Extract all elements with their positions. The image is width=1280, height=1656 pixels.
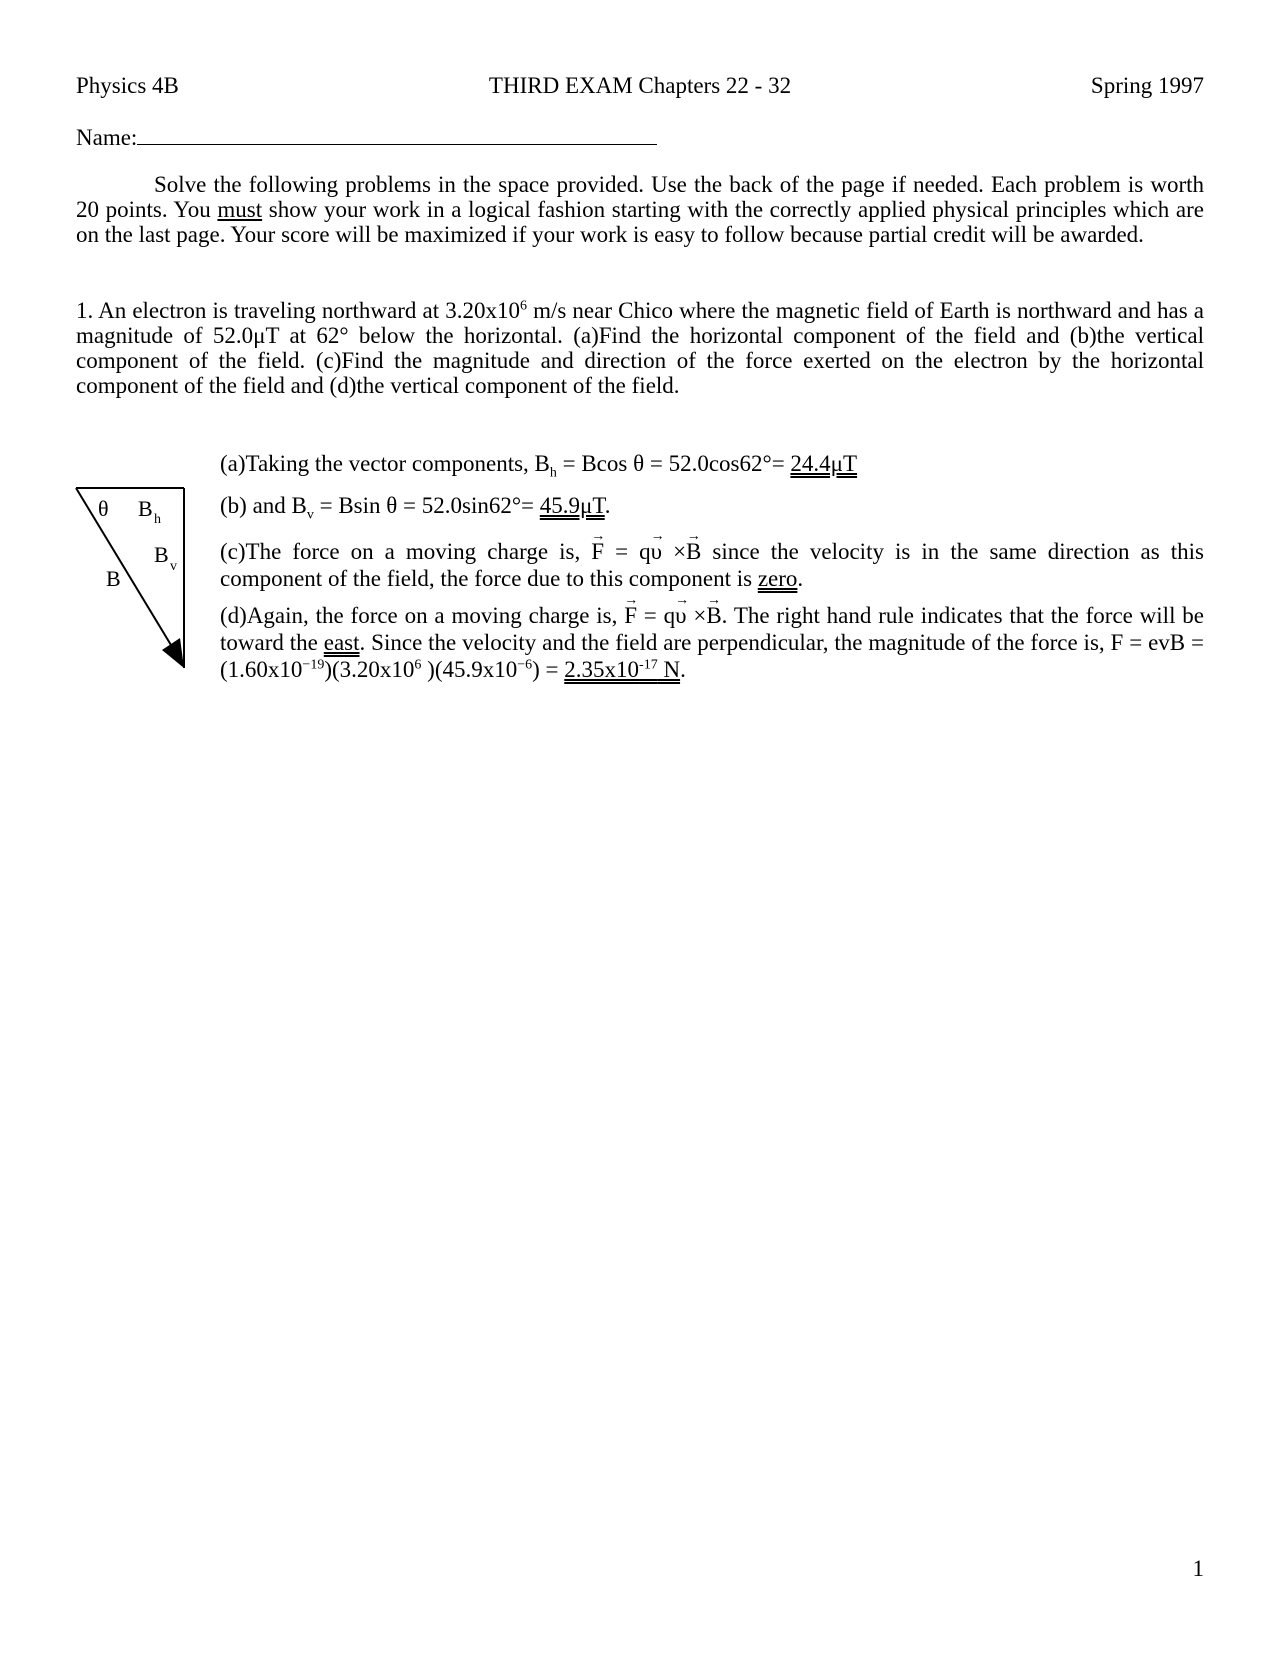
bh-label: B xyxy=(138,496,153,521)
force-vector: → F xyxy=(624,602,637,629)
page-number: 1 xyxy=(1192,1556,1204,1581)
theta-label: θ xyxy=(98,496,109,521)
instructions-emphasis: must xyxy=(217,197,263,222)
field-components-diagram xyxy=(70,482,200,682)
velocity-vector: → υ xyxy=(651,538,662,565)
force-vector: → F xyxy=(591,538,604,565)
solution-part-a: (a)Taking the vector components, $B_h = Bcos$ θ = 52.0cos62°= 24.4μT xyxy=(220,451,858,481)
name-label: Name: xyxy=(76,125,138,150)
instructions: Solve the following problems in the space provided. Use the back of the page if needed. Each problem is worth 20 points. You must show your work in a logical fashion starting with the correctly applied physical principles which are on the last page. Your score will be maximized if your work is easy to follow because partial credit will be awarded. xyxy=(76,172,1205,247)
name-blank-line[interactable] xyxy=(137,124,657,145)
solution-part-d: (d)Again, the force on a moving charge is, → F = q→ υ ×→ B. The right hand rule indicates that the force will be toward the east. Since the velocity and the field are perpendicular, the magnitude of the force is, F = evB = $(1.60x10^{-19})(3.20x10^6$ )$(45.9x10^{-6}) = 2.35x10^{-17}$ N. xyxy=(220,602,1204,683)
solution-part-b: (b) and $B_v = Bsin$ θ = 52.0sin62°= 45.9μT. xyxy=(220,493,611,523)
course-name: Physics 4B xyxy=(76,73,179,98)
answer-c: zero xyxy=(757,566,798,591)
field-vector: → B xyxy=(706,602,721,629)
exam-title: THIRD EXAM Chapters 22 - 32 xyxy=(488,73,792,98)
b-label: B xyxy=(106,566,121,591)
b-arrowhead xyxy=(162,638,184,668)
bh-subscript: h xyxy=(154,512,161,527)
answer-d-direction: east xyxy=(323,630,360,655)
answer-a: 24.4μT xyxy=(790,451,858,476)
bv-label: B xyxy=(154,542,169,567)
problem-1-statement: 1. An electron is traveling northward at $3.20x10^6$ m/s near Chico where the magnetic field of Earth is northward and has a magnitude of 52.0μT at 62° below the horizontal. (a)Find the horizontal component of the field and (b)the vertical component of the field. (c)Find the magnitude and direction of the force exerted on the electron by the horizontal component of the field and (d)the vertical component of the field. xyxy=(76,298,1204,398)
answer-b: 45.9μT xyxy=(539,493,605,518)
answer-d-magnitude: $2.35x10^{-17}$ N xyxy=(564,657,681,682)
name-field[interactable] xyxy=(76,124,657,152)
bv-subscript: v xyxy=(170,559,177,574)
field-vector: → B xyxy=(686,538,701,565)
velocity-vector: → υ xyxy=(675,602,686,629)
solution-part-c: (c)The force on a moving charge is, → F = q→ υ ×→ B since the velocity is in the same direction as this component of the field, the force due to this component is zero. xyxy=(220,538,1204,592)
exam-term: Spring 1997 xyxy=(1090,73,1204,98)
